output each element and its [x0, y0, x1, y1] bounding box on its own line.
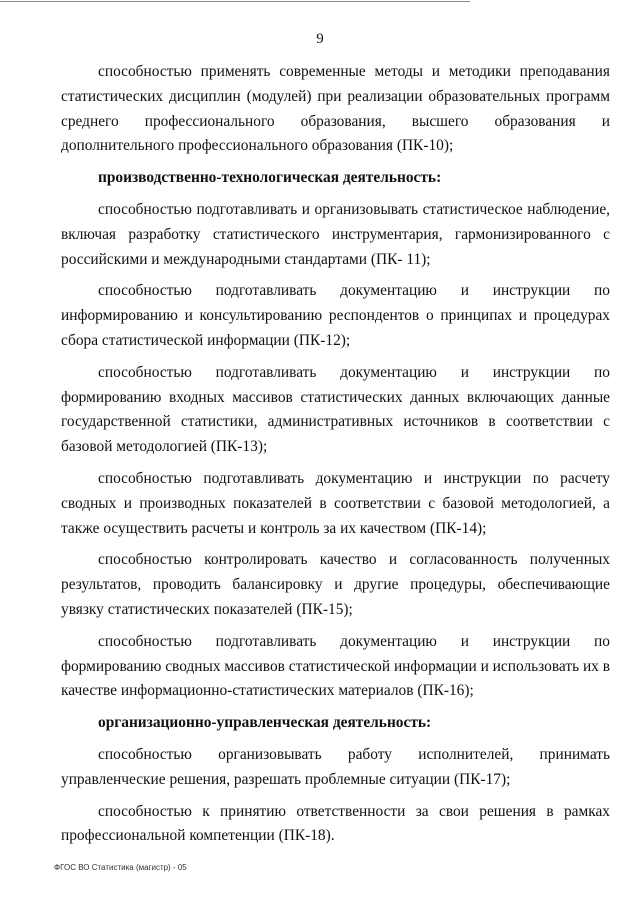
section-heading-organizational-managerial: организационно-управленческая деятельность:	[98, 714, 432, 732]
competency-pk-11: способностью подготавливать и организовывать статистическое наблюдение, включая разработку статистического инструментария, гармонизированного с российскими и международными стандартами (ПК- 11);	[61, 200, 610, 268]
competency-pk-14: способностью подготавливать документацию и инструкции по расчету сводных и производных показателей в соответствии с базовой методологией, а также осуществить расчеты и контроль за их качеством (ПК-14);	[61, 469, 610, 537]
page-number: 9	[316, 31, 324, 47]
competency-pk-17: способностью организовывать работу исполнителей, принимать управленческие решения, разрешать проблемные ситуации (ПК-17);	[61, 745, 610, 788]
section-heading-production-technological: производственно-технологическая деятельность:	[98, 169, 442, 187]
document-body	[61, 60, 610, 856]
page-footer: ФГОС ВО Статистика (магистр) - 05	[54, 863, 187, 872]
competency-pk-15: способностью контролировать качество и согласованность полученных результатов, проводить балансировку и другие процедуры, обеспечивающие увязку статистических показателей (ПК-15);	[61, 551, 610, 618]
competency-pk-16: способностью подготавливать документацию и инструкции по формированию сводных массивов статистической информации и использовать их в качестве информационно-статистических материалов (ПК-16);	[61, 632, 610, 700]
competency-pk-18: способностью к принятию ответственности за свои решения в рамках профессиональной компетенции (ПК-18).	[61, 802, 610, 845]
competency-pk-13: способностью подготавливать документацию и инструкции по формированию входных массивов статистических данных включающих данные государственной статистики, административных источников в соответствии с базовой методологией (ПК-13);	[61, 363, 610, 456]
competency-pk-12: способностью подготавливать документацию и инструкции по информированию и консультированию респондентов о принципах и процедурах сбора статистической информации (ПК-12);	[61, 282, 610, 349]
competency-pk-10: способностью применять современные методы и методики преподавания статистических дисциплин (модулей) при реализации образовательных программ среднего профессионального образования, высшего образования и дополнительного профессионального образования (ПК-10);	[61, 63, 610, 155]
scan-top-edge	[0, 1, 470, 2]
